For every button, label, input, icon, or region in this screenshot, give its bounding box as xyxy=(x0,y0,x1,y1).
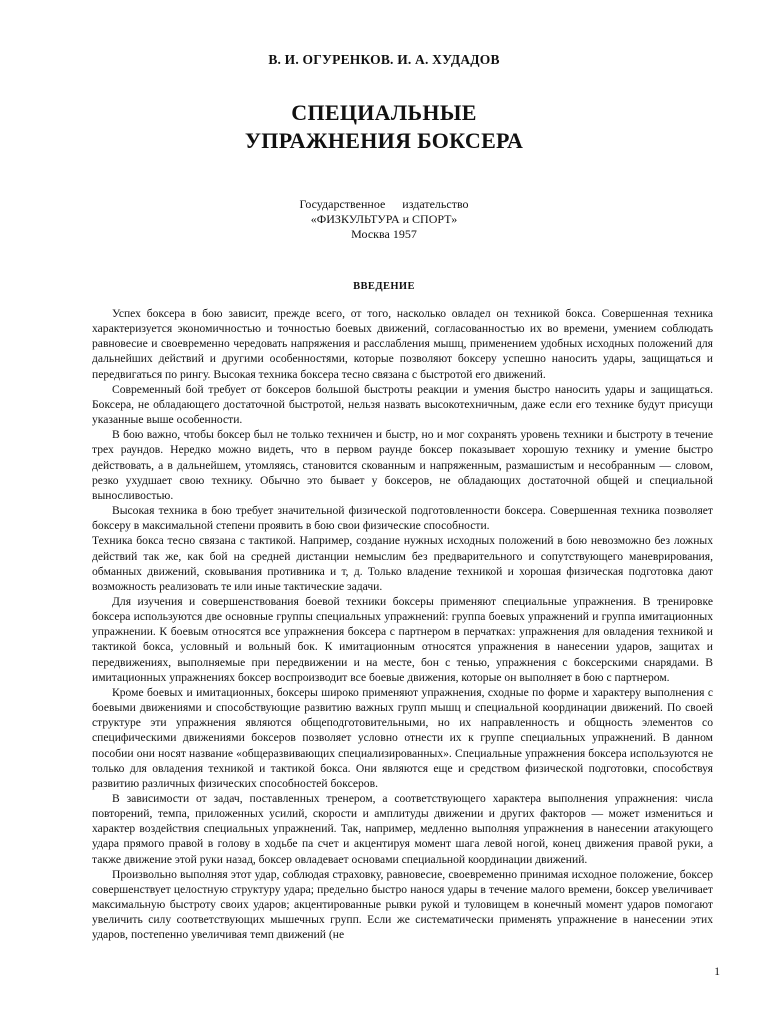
section-heading: ВВЕДЕНИЕ xyxy=(353,281,415,292)
page-number: 1 xyxy=(714,966,720,978)
paragraph-9: Произвольно выполняя этот удар, соблюдая страховку, равновесие, своевременно принимая исходное положение, боксер совершенствует целостную структуру удара; предельно быстро нанося удары в течение малого времени, боксер увеличивает максимальную быстроту своих ударов; акцентированные рывки рукой и туловищем в конечный момент ударов помогают увеличить силу соответствующих мышечных групп. Если же систематически применять упражнение в нанесении этих ударов, постепенно увеличивая темп движений (не xyxy=(92,867,713,942)
paragraph-1: Успех боксера в бою зависит, прежде всего, от того, насколько овладел он техникой бокса. Совершенная техника характеризуется экономичностью и точностью боевых движений, согласованностью их во времени, умением соблюдать равновесие и своевременно чередовать напряжения и расслабления мышц, применением удобных исходных положений для дальнейших действий и другими особенностями, которые позволяют боксеру успешно наносить удары, защищаться и передвигаться по рингу. Высокая техника боксера тесно связана с быстротой его движений. xyxy=(92,307,713,381)
authors: В. И. ОГУРЕНКОВ. И. А. ХУДАДОВ xyxy=(268,52,500,67)
book-title-line-2: УПРАЖНЕНИЯ БОКСЕРА xyxy=(244,128,524,153)
paragraph-6: Для изучения и совершенствования боевой техники боксеры применяют специальные упражнения. В тренировке боксера используются две основные группы специальных упражнений: группа боевых упражнений и группа имитационных упражнении. К боевым относятся все упражнения боксера с партнером в перчатках: упражнения для овладения техникой и тактикой бокса, условный и вольный бок. К имитационным относятся упражнения в нанесении ударов, защитах и передвижениях, выполняемые при передвижении и на месте, бон с тенью, упражнения с боксерскими снарядами. В имитационных упражнениях боксер воспроизводит все боевые движения, которые он выполняет в бою с партнером. xyxy=(92,594,713,684)
body-text xyxy=(92,306,713,943)
publisher-title: «ФИЗКУЛЬТУРА и СПОРТ» xyxy=(310,212,458,226)
publisher-block xyxy=(0,197,768,242)
paragraph-5: Техника бокса тесно связана с тактикой. Например, создание нужных исходных положений в бою невозможно без ложных действий так же, как бой на средней дистанции немыслим без предварительного и сопутствующего маневрирования, обманных движений, сковывания противника и т, д. Только владение техникой и хорошая физическая подготовка дают возможность реализовать те или иные тактические задачи. xyxy=(92,534,713,593)
paragraph-4: Высокая техника в бою требует значительной физической подготовленности боксера. Совершенная техника позволяет боксеру в максимальной степени проявить в бою свои физические способности. xyxy=(92,504,713,533)
publication-place-year: Москва 1957 xyxy=(351,227,417,241)
paragraph-3: В бою важно, чтобы боксер был не только техничен и быстр, но и мог сохранять уровень техники и быстроту в течение трех раундов. Нередко можно видеть, что в первом раунде боксер показывает хорошую технику и умение быстро действовать, а в дальнейшем, утомляясь, становится скованным и напряженным, размашистым и несобранным — словом, резко ухудшает свою технику. Обычно это бывает у боксеров, не обладающих достаточной общей и специальной выносливостью. xyxy=(92,428,713,502)
book-title xyxy=(0,99,768,155)
paragraph-7: Кроме боевых и имитационных, боксеры широко применяют упражнения, сходные по форме и характеру выполнения с боевыми движениями и способствующие развитию важных групп мышц и специальной координации движений. По своей структуре эти упражнения являются общеподготовительными, но их направленность и общность элементов со специфическими движениями боксеров позволяет условно отнести их к группе специальных упражнений. В данном пособии они носят название «общеразвивающих специализированных». Специальные упражнения боксера используются не только для овладения техникой и тактикой бокса. Они являются еще и средством физической подготовки, способствуя развитию различных физических способностей боксеров. xyxy=(92,685,713,790)
paragraph-2: Современный бой требует от боксеров большой быстроты реакции и умения быстро наносить удары и защищаться. Боксера, не обладающего достаточной быстротой, нельзя назвать высокотехничным, даже если его технике будут присущи указанные выше особенности. xyxy=(92,382,713,427)
paragraph-8: В зависимости от задач, поставленных тренером, а соответствующего характера выполнения упражнения: числа повторений, темпа, приложенных усилий, скорости и амплитуды движении и других факторов — может измениться и характер воздействия специальных упражнений. Так, например, медленно выполняя упражнения в нанесении атакующего удара прямого правой в голову в ходьбе па счет и акцентируя момент шага левой ногой, конец движения правой руки, а также движение этой руки назад, боксер овладевает основами специальной координации движений. xyxy=(92,792,713,866)
book-title-line-1: СПЕЦИАЛЬНЫЕ xyxy=(291,100,477,125)
publisher-name: Государственное издательство xyxy=(299,197,469,211)
